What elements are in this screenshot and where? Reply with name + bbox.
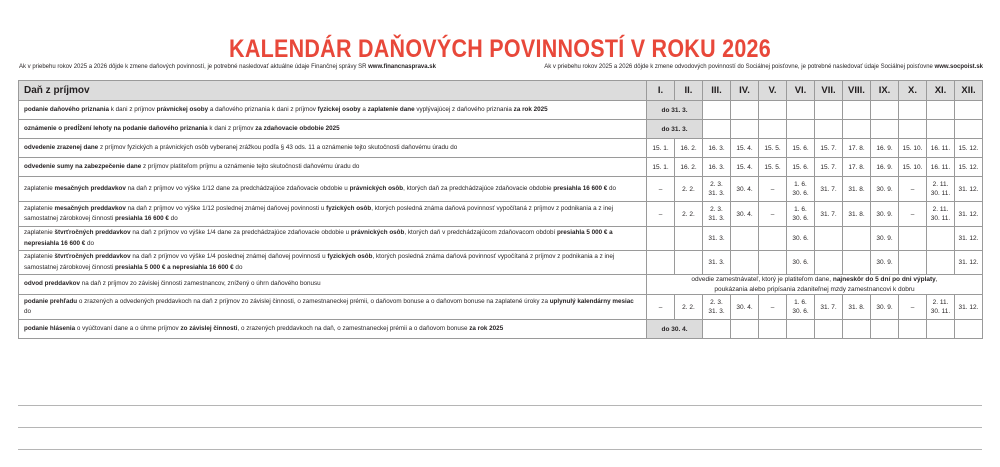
note-social-insurance xyxy=(544,64,983,70)
empty-month-cell xyxy=(871,101,899,120)
empty-month-cell xyxy=(703,101,731,120)
deadline-cell: 31. 12. xyxy=(955,227,983,251)
emphasis-text: štvrťročných preddavkov xyxy=(54,253,131,260)
emphasis-text: presiahla 5 000 € a nepresiahla 16 600 € xyxy=(115,263,234,271)
deadline-cell xyxy=(731,227,759,251)
table-row xyxy=(19,158,983,177)
empty-month-cell xyxy=(815,320,843,339)
deadline-cell: – xyxy=(647,177,675,202)
empty-month-cell xyxy=(927,101,955,120)
empty-month-cell xyxy=(843,320,871,339)
socpoist-link[interactable]: www.socpoist.sk xyxy=(934,64,983,70)
text-fragment: k dani z príjmov xyxy=(207,124,256,132)
table-header-row xyxy=(19,81,983,101)
text-fragment: zaplatenie xyxy=(24,184,55,192)
text-fragment: o vyúčtovaní dane a o úhrne príjmov xyxy=(75,324,181,332)
obligation-description xyxy=(19,158,647,177)
table-row xyxy=(19,177,983,202)
text-fragment: zaplatenie xyxy=(24,229,55,236)
deadline-cell xyxy=(815,251,843,275)
deadline-cell: 17. 8. xyxy=(843,158,871,177)
deadline-cell: 16. 3. xyxy=(703,139,731,158)
table-row xyxy=(19,320,983,339)
tax-calendar-table xyxy=(18,80,983,339)
note-left-text: Ak v priebehu rokov 2025 a 2026 dôjde k zmene daňových povinností, je potrebné nasledovať aktuálne údaje Finančnej správy SR xyxy=(19,64,369,70)
table-row xyxy=(19,139,983,158)
deadline-cell: 2. 11. 30. 11. xyxy=(927,177,955,202)
deadline-cell: 16. 2. xyxy=(675,139,703,158)
empty-month-cell xyxy=(759,320,787,339)
deadline-cell: 15. 6. xyxy=(787,139,815,158)
empty-month-cell xyxy=(787,101,815,120)
deadline-span: do 31. 3. xyxy=(647,120,703,139)
deadline-cell: 15. 1. xyxy=(647,158,675,177)
emphasis-text: mesačných preddavkov xyxy=(54,204,126,212)
deadline-cell: 1. 6. 30. 6. xyxy=(787,295,815,320)
emphasis-text: oznámenie o predĺžení lehoty na podanie daňového priznania xyxy=(24,124,208,132)
deadline-cell: 16. 9. xyxy=(871,139,899,158)
deadline-cell xyxy=(843,227,871,251)
obligation-description xyxy=(19,227,647,251)
emphasis-text: podanie prehľadu xyxy=(24,297,78,305)
empty-month-cell xyxy=(787,120,815,139)
deadline-cell: 30. 9. xyxy=(871,202,899,227)
empty-month-cell xyxy=(899,320,927,339)
emphasis-text: uplynulý kalendárny mesiac xyxy=(549,297,634,305)
table-row xyxy=(19,101,983,120)
text-fragment: , ktorých posledná známa daňová povinnosť vypočítaná z príjmov z podnikania a z inej samostatnej zárobkovej činnosti xyxy=(24,204,614,222)
note-right-text: Ak v priebehu rokov 2025 a 2026 dôjde k zmene odvodových povinností do Sociálnej poisťovne, je potrebné nasledovať údaje Sociálnej poisťovne xyxy=(544,64,935,70)
deadline-cell xyxy=(759,227,787,251)
table-row xyxy=(19,120,983,139)
emphasis-text: presiahla 16 600 € xyxy=(115,215,169,222)
emphasis-text: za rok 2025 xyxy=(513,105,548,113)
text-fragment: na daň z príjmov vo výške 1/12 poslednej známej daňovej povinnosti u xyxy=(125,204,327,212)
deadline-cell: 31. 8. xyxy=(843,295,871,320)
header-month: I. xyxy=(647,81,675,101)
header-income-tax: Daň z príjmov xyxy=(19,81,647,101)
deadline-cell: 15. 12. xyxy=(955,139,983,158)
empty-month-cell xyxy=(955,320,983,339)
deadline-cell: 2. 11. 30. 11. xyxy=(927,202,955,227)
deadline-cell xyxy=(647,251,675,275)
text-fragment: na daň z príjmov zo závislej činnosti zamestnancov, znížený o úhrn daňového bonusu xyxy=(79,280,321,288)
empty-month-cell xyxy=(703,120,731,139)
deadline-cell: 16. 2. xyxy=(675,158,703,177)
deadline-cell: 31. 7. xyxy=(815,295,843,320)
text-fragment: , ktorých daň za predchádzajúce zdaňovacie obdobie xyxy=(403,184,554,192)
text-fragment: na daň z príjmov vo výške 1/4 dane za predchádzajúce zdaňovacie obdobie u xyxy=(130,229,351,236)
note-financial-administration xyxy=(19,64,436,70)
deadline-cell: 16. 11. xyxy=(927,139,955,158)
header-month: VII. xyxy=(815,81,843,101)
deadline-cell: – xyxy=(759,177,787,202)
obligation-description xyxy=(19,202,647,227)
text-fragment: , o zrazených preddavkoch na daň, o zamestnaneckej prémii a o daňovom bonuse xyxy=(237,324,470,332)
header-month: VIII. xyxy=(843,81,871,101)
obligation-description xyxy=(19,177,647,202)
empty-month-cell xyxy=(815,120,843,139)
header-month: VI. xyxy=(787,81,815,101)
ruled-line xyxy=(18,405,982,406)
deadline-cell xyxy=(899,251,927,275)
emphasis-text: za rok 2025 xyxy=(469,324,504,332)
text-fragment: , ktorých daň v predchádzajúcom zdaňovacom období xyxy=(404,229,557,236)
page-title: KALENDÁR DAŇOVÝCH POVINNOSTÍ V ROKU 2026 xyxy=(229,35,771,63)
deadline-cell: 15. 7. xyxy=(815,158,843,177)
text-fragment: a daňového priznania k dani z príjmov xyxy=(208,105,318,113)
header-month: V. xyxy=(759,81,787,101)
deadline-cell: 16. 9. xyxy=(871,158,899,177)
deadline-cell: 16. 3. xyxy=(703,158,731,177)
deadline-cell: – xyxy=(647,295,675,320)
text-fragment: vyplývajúcej z daňového priznania xyxy=(414,105,514,113)
deadline-cell: 1. 6. 30. 6. xyxy=(787,202,815,227)
header-month: IX. xyxy=(871,81,899,101)
emphasis-text: najneskôr do 5 dní po dni výplaty xyxy=(832,276,936,283)
deadline-span: do 30. 4. xyxy=(647,320,703,339)
deadline-cell xyxy=(647,227,675,251)
text-fragment: zaplatenie xyxy=(24,253,55,260)
deadline-cell: 15. 4. xyxy=(731,139,759,158)
emphasis-text: odvedenie zrazenej dane xyxy=(24,143,99,151)
emphasis-text: presiahla 16 600 € xyxy=(553,184,608,192)
empty-month-cell xyxy=(843,120,871,139)
deadline-cell xyxy=(675,227,703,251)
deadline-cell: 15. 4. xyxy=(731,158,759,177)
emphasis-text: podanie hlásenia xyxy=(24,324,76,332)
emphasis-text: právnickej osoby xyxy=(156,105,209,113)
obligation-description xyxy=(19,275,647,295)
deadline-cell: 30. 6. xyxy=(787,251,815,275)
text-fragment: a xyxy=(360,105,368,113)
deadline-cell xyxy=(675,251,703,275)
deadline-cell: 15. 6. xyxy=(787,158,815,177)
empty-month-cell xyxy=(871,320,899,339)
empty-month-cell xyxy=(815,101,843,120)
empty-month-cell xyxy=(787,320,815,339)
deadline-cell: 15. 1. xyxy=(647,139,675,158)
emphasis-text: právnických osôb xyxy=(349,184,404,192)
text-fragment: odvedie zamestnávateľ, ktorý je platiteľom dane, xyxy=(691,276,833,283)
deadline-cell: 2. 2. xyxy=(675,202,703,227)
text-fragment: z príjmov fyzických a právnických osôb vyberanej zrážkou podľa § 43 ods. 11 a oznámenie tejto skutočnosti daňovému úradu do xyxy=(98,143,458,151)
deadline-cell xyxy=(899,227,927,251)
empty-month-cell xyxy=(927,320,955,339)
deadline-cell: – xyxy=(899,202,927,227)
deadline-cell: 30. 9. xyxy=(871,227,899,251)
deadline-cell: 31. 3. xyxy=(703,227,731,251)
text-fragment: do xyxy=(233,263,243,271)
deadline-cell: 15. 10. xyxy=(899,158,927,177)
text-fragment: zaplatenie xyxy=(24,204,55,212)
text-fragment: do xyxy=(24,308,32,315)
text-fragment: k dani z príjmov xyxy=(109,105,157,113)
table-row xyxy=(19,295,983,320)
header-month: XI. xyxy=(927,81,955,101)
deadline-cell: 16. 11. xyxy=(927,158,955,177)
text-fragment: na daň z príjmov vo výške 1/12 dane za predchádzajúce zdaňovacie obdobie u xyxy=(125,184,350,192)
header-month: II. xyxy=(675,81,703,101)
deadline-cell: 31. 3. xyxy=(703,251,731,275)
deadline-cell: 17. 8. xyxy=(843,139,871,158)
empty-month-cell xyxy=(731,101,759,120)
deadline-cell: – xyxy=(899,295,927,320)
emphasis-text: fyzickej osoby xyxy=(317,105,361,113)
deadline-cell: 31. 8. xyxy=(843,202,871,227)
deadline-cell: – xyxy=(899,177,927,202)
deadline-cell: 2. 2. xyxy=(675,295,703,320)
deadline-cell: 2. 3. 31. 3. xyxy=(703,177,731,202)
empty-month-cell xyxy=(731,320,759,339)
emphasis-text: štvrťročných preddavkov xyxy=(54,229,131,236)
empty-month-cell xyxy=(731,120,759,139)
table-row xyxy=(19,227,983,251)
deadline-cell: 1. 6. 30. 6. xyxy=(787,177,815,202)
empty-month-cell xyxy=(843,101,871,120)
deadline-cell xyxy=(815,227,843,251)
deadline-cell xyxy=(927,251,955,275)
deadline-cell: 15. 10. xyxy=(899,139,927,158)
obligation-description xyxy=(19,320,647,339)
emphasis-text: odvedenie sumy na zabezpečenie dane xyxy=(24,162,142,170)
text-fragment: na daň z príjmov vo výške 1/4 poslednej známej daňovej povinnosti u xyxy=(130,253,328,260)
deadline-cell: – xyxy=(647,202,675,227)
table-row xyxy=(19,202,983,227)
text-fragment: , poukázania alebo pripísania zdaniteľnej mzdy zamestnancovi k dobru xyxy=(714,276,938,293)
empty-month-cell xyxy=(955,120,983,139)
deadline-cell: 2. 3. 31. 3. xyxy=(703,202,731,227)
financnasprava-link[interactable]: www.financnasprava.sk xyxy=(368,64,436,70)
empty-month-cell xyxy=(899,101,927,120)
deadline-cell xyxy=(731,251,759,275)
obligation-description xyxy=(19,120,647,139)
deadline-cell: 31. 12. xyxy=(955,202,983,227)
emphasis-text: mesačných preddavkov xyxy=(54,184,126,192)
deadline-cell: 30. 6. xyxy=(787,227,815,251)
ruled-line xyxy=(18,427,982,428)
deadline-cell xyxy=(843,251,871,275)
table-row xyxy=(19,251,983,275)
obligation-description xyxy=(19,251,647,275)
deadline-cell: 15. 5. xyxy=(759,158,787,177)
header-month: XII. xyxy=(955,81,983,101)
deadline-cell: 2. 3. 31. 3. xyxy=(703,295,731,320)
deadline-cell: 31. 12. xyxy=(955,251,983,275)
obligation-description xyxy=(19,101,647,120)
deadline-note xyxy=(647,275,983,295)
empty-month-cell xyxy=(759,120,787,139)
header-month: IV. xyxy=(731,81,759,101)
obligation-description xyxy=(19,139,647,158)
empty-month-cell xyxy=(899,120,927,139)
text-fragment: z príjmov platiteľom príjmu a oznámenie tejto skutočnosti daňovému úradu do xyxy=(141,162,360,170)
text-fragment: , ktorých posledná známa daňová povinnosť vypočítaná z príjmov z podnikania a z inej samostatnej zárobkovej činnosti xyxy=(24,253,615,271)
deadline-cell: 30. 4. xyxy=(731,177,759,202)
deadline-cell: 31. 12. xyxy=(955,177,983,202)
obligation-description xyxy=(19,295,647,320)
text-fragment: do xyxy=(168,215,178,222)
header-month: III. xyxy=(703,81,731,101)
emphasis-text: podanie daňového priznania xyxy=(24,105,110,113)
deadline-cell: 30. 9. xyxy=(871,177,899,202)
table-body xyxy=(19,101,983,339)
emphasis-text: zo závislej činnosti xyxy=(180,324,238,332)
deadline-cell: 2. 2. xyxy=(675,177,703,202)
deadline-cell: 31. 7. xyxy=(815,177,843,202)
deadline-span: do 31. 3. xyxy=(647,101,703,120)
text-fragment: o zrazených a odvedených preddavkoch na daň z príjmov zo závislej činnosti, o zamestnaneckej prémii, o daňovom bonuse a o daňovom bonuse na zaplatené úroky za xyxy=(77,297,550,305)
emphasis-text: za zdaňovacie obdobie 2025 xyxy=(255,124,340,132)
ruled-line xyxy=(18,449,982,450)
emphasis-text: zaplatenie dane xyxy=(367,105,415,113)
empty-month-cell xyxy=(955,101,983,120)
deadline-cell: 30. 4. xyxy=(731,202,759,227)
deadline-cell: 2. 11. 30. 11. xyxy=(927,295,955,320)
emphasis-text: presiahla 5 000 € a nepresiahla 16 600 € xyxy=(24,229,613,247)
deadline-cell: 30. 9. xyxy=(871,251,899,275)
empty-month-cell xyxy=(759,101,787,120)
empty-month-cell xyxy=(927,120,955,139)
text-fragment: do xyxy=(85,239,95,247)
deadline-cell: 15. 12. xyxy=(955,158,983,177)
deadline-cell xyxy=(759,251,787,275)
deadline-cell: 30. 4. xyxy=(731,295,759,320)
empty-month-cell xyxy=(871,120,899,139)
table-row xyxy=(19,275,983,295)
deadline-cell: – xyxy=(759,202,787,227)
emphasis-text: fyzických osôb xyxy=(327,253,373,260)
deadline-cell: 31. 12. xyxy=(955,295,983,320)
deadline-cell: – xyxy=(759,295,787,320)
header-month: X. xyxy=(899,81,927,101)
deadline-cell: 15. 5. xyxy=(759,139,787,158)
deadline-cell: 15. 7. xyxy=(815,139,843,158)
deadline-cell: 31. 8. xyxy=(843,177,871,202)
emphasis-text: odvod preddavkov xyxy=(24,280,80,288)
emphasis-text: fyzických osôb xyxy=(326,204,372,212)
emphasis-text: právnických osôb xyxy=(350,229,405,236)
deadline-cell: 30. 9. xyxy=(871,295,899,320)
text-fragment: do xyxy=(607,184,616,192)
deadline-cell: 31. 7. xyxy=(815,202,843,227)
empty-month-cell xyxy=(703,320,731,339)
deadline-cell xyxy=(927,227,955,251)
